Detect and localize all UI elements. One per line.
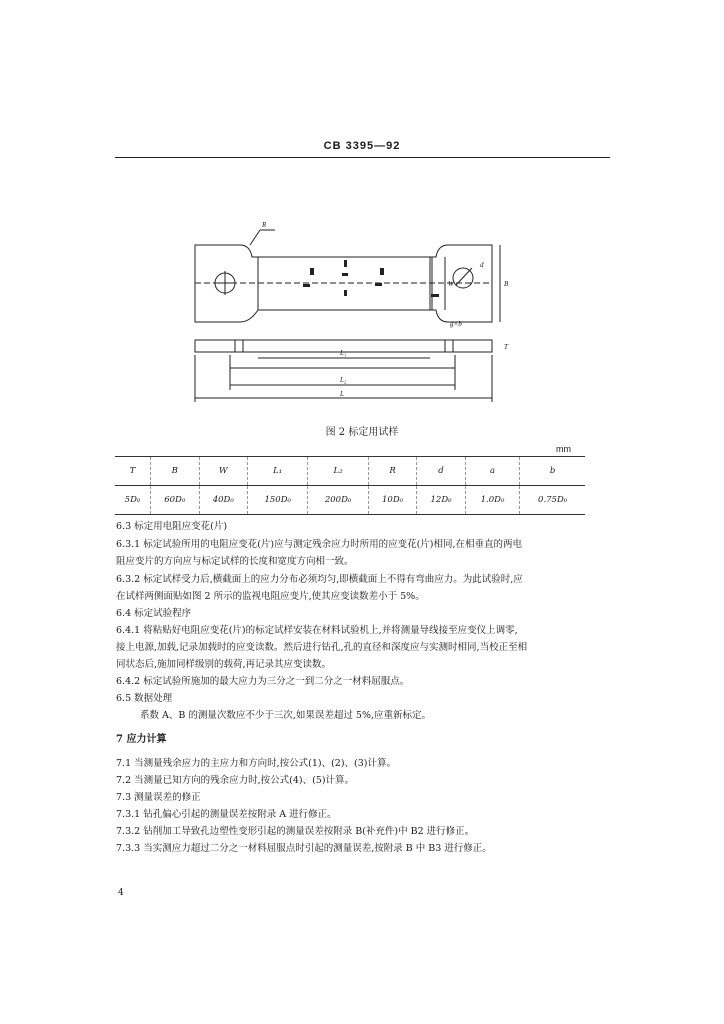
table-header-cell: R bbox=[368, 457, 417, 486]
table-header-cell: a bbox=[465, 457, 519, 486]
para-6-4-2: 6.4.2 标定试验所施加的最大应力为三分之一到二分之一材料屈服点。 bbox=[116, 676, 410, 687]
table-cell: 5D₀ bbox=[115, 486, 151, 515]
table-cell: 150D₀ bbox=[248, 486, 308, 515]
para-6-4-1-cont: 接上电源,加载,记录加载时的应变读数。然后进行钻孔,孔的直径和深度应与实测时相同,当校正至相 bbox=[116, 642, 528, 653]
heading-6-3: 6.3 标定用电阻应变花(片) bbox=[116, 521, 228, 532]
table-cell: 12D₀ bbox=[417, 486, 466, 515]
para-7-2: 7.2 当测量已知方向的残余应力时,按公式(4)、(5)计算。 bbox=[116, 775, 355, 786]
label-R: R bbox=[262, 221, 267, 229]
table-header-cell: L₁ bbox=[248, 457, 308, 486]
para-7-3-2: 7.3.2 钻削加工导致孔边塑性变形引起的测量误差按附录 B(补充件)中 B2 进行修正。 bbox=[116, 826, 475, 837]
para-6-3-2-cont: 在试样两侧面贴如图 2 所示的监视电阻应变片,使其应变读数差小于 5%。 bbox=[116, 591, 425, 602]
page-number: 4 bbox=[118, 888, 124, 898]
table-cell: 0.75D₀ bbox=[520, 486, 585, 515]
table-cell: 200D₀ bbox=[308, 486, 368, 515]
para-7-3-3: 7.3.3 当实测应力超过二分之一材料屈服点时引起的测量误差,按附录 B 中 B3 进行修正。 bbox=[116, 843, 492, 854]
label-L2: L₂ bbox=[340, 376, 347, 384]
specimen-drawing bbox=[180, 210, 520, 420]
heading-6-4: 6.4 标定试验程序 bbox=[116, 608, 192, 619]
para-7-3-1: 7.3.1 钻孔偏心引起的测量误差按附录 A 进行修正。 bbox=[116, 809, 337, 820]
label-d: d bbox=[480, 261, 484, 269]
table-header-row bbox=[115, 457, 585, 486]
para-6-3-2: 6.3.2 标定试样受力后,横截面上的应力分布必须均匀,即横截面上不得有弯曲应力。为此试验时,应 bbox=[116, 574, 523, 585]
heading-7: 7 应力计算 bbox=[116, 734, 167, 745]
heading-6-5: 6.5 数据处理 bbox=[116, 693, 173, 704]
table-header-cell: d bbox=[417, 457, 466, 486]
heading-7-3: 7.3 测量误差的修正 bbox=[116, 792, 201, 803]
label-gb: g×b bbox=[450, 320, 462, 328]
para-6-4-1: 6.4.1 将粘贴好电阻应变花(片)的标定试样安装在材料试验机上,并将测量导线接至应变仪上调零, bbox=[116, 625, 518, 636]
dimension-table bbox=[115, 456, 585, 515]
para-7-1: 7.1 当测量残余应力的主应力和方向时,按公式(1)、(2)、(3)计算。 bbox=[116, 758, 397, 769]
table-header-cell: L₂ bbox=[308, 457, 368, 486]
figure-caption: 图 2 标定用试样 bbox=[325, 427, 399, 438]
table-row bbox=[115, 486, 585, 515]
table-cell: 10D₀ bbox=[368, 486, 417, 515]
para-6-3-1-cont: 阻应变片的方向应与标定试样的长度和宽度方向相一致。 bbox=[116, 556, 354, 567]
document-code: CB 3395—92 bbox=[323, 140, 401, 152]
label-T: T bbox=[504, 343, 508, 351]
para-6-4-1-cont2: 同状态后,施加同样级别的载荷,再记录其应变读数。 bbox=[116, 659, 332, 670]
table-header-cell: T bbox=[115, 457, 151, 486]
para-6-5: 系数 A、B 的测量次数应不少于三次,如果误差超过 5%,应重新标定。 bbox=[140, 710, 432, 721]
table-cell: 1.0D₀ bbox=[465, 486, 519, 515]
label-B: B bbox=[504, 280, 509, 288]
table-unit: mm bbox=[556, 444, 571, 454]
label-L1: L₁ bbox=[340, 349, 347, 357]
para-6-3-1: 6.3.1 标定试验所用的电阻应变花(片)应与测定残余应力时所用的应变花(片)相同,在相垂直的两电 bbox=[116, 539, 523, 550]
table-header-cell: W bbox=[199, 457, 248, 486]
table-header-cell: B bbox=[151, 457, 200, 486]
header-rule bbox=[115, 157, 610, 158]
label-W: W bbox=[448, 280, 454, 288]
label-L: L bbox=[340, 390, 344, 398]
table-header-cell: b bbox=[520, 457, 585, 486]
table-cell: 40D₀ bbox=[199, 486, 248, 515]
table-cell: 60D₀ bbox=[151, 486, 200, 515]
